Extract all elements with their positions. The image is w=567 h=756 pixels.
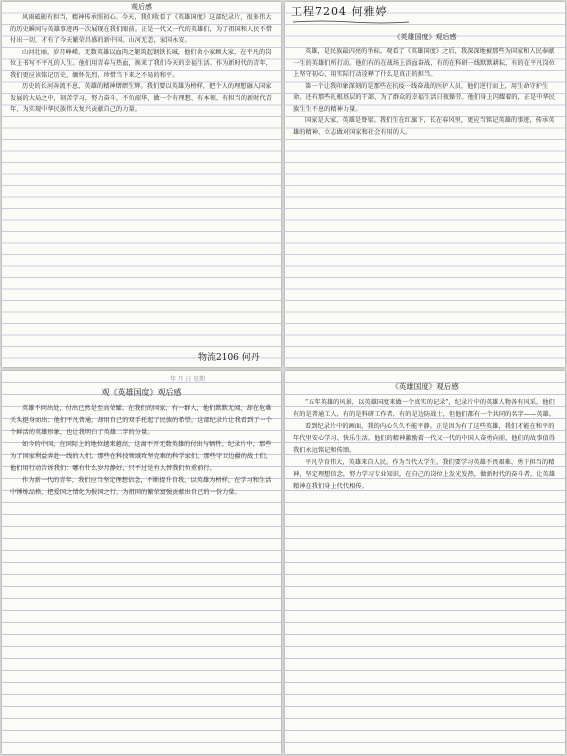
page4-paragraph: “五年英雄的风景，以英雄国度来做一个真实的记录”，纪录片中的英雄人物各有风采，他们有的是普通工人，有的是科研工作者，有的是边防战士，但他们都有一个共同的名字——英雄。 — [293, 399, 555, 418]
page3-paragraph: 英雄不问出处，付出已然是至高荣耀。在我们的国家，有一群人，他们默默无闻，却在危难关头挺身而出；他们平凡普通，却用自己的双手托起了民族的希望。这部纪录片让我看到了一个个鲜活的英雄形象，也让我明白了英雄二字的分量。 — [10, 405, 272, 436]
page1-title: 观后感 — [131, 3, 152, 11]
page3-paragraph: 如今的中国，在国际上的地位越来越高，这离不开无数英雄的付出与牺牲。纪录片中，那些为了国家利益奔赴一线的人们，那些在科技领域攻坚克难的科学家们，那些守卫边疆的战士们，他们用行动告诉我们：哪有什么岁月静好，只不过是有人替我们负重前行。 — [10, 441, 272, 472]
page2-header-name: 工程7204 何雅婷 — [291, 5, 388, 18]
page4-body — [293, 397, 557, 749]
page1-paragraph: 历史的长河奔流不息，英雄的精神熠熠生辉。我们要以英雄为榜样，把个人的理想融入国家发展的大局之中，刻苦学习，努力奋斗，不负韶华，做一个有理想、有本领、有担当的新时代青年，为实现中华民族伟大复兴贡献自己的力量。 — [10, 83, 272, 113]
page1-body — [10, 12, 273, 264]
page3-paragraph: 作为新一代的青年，我们应当坚定理想信念，不断提升自我，以英雄为榜样，在学习和生活中锤炼品格，把爱国之情化为报国之行，为祖国的繁荣富强贡献出自己的一份力量。 — [10, 477, 272, 496]
page1-paragraph: 山河壮丽，岁月峥嵘。无数英雄以血肉之躯筑起钢铁长城，他们舍小家顾大家，在平凡的岗位上书写不平凡的人生。他们用青春与热血，换来了我们今天的幸福生活。作为新时代的青年，我们更应该铭记历史，缅怀先烈，珍惜当下来之不易的和平。 — [10, 48, 272, 79]
page4-paragraph: 看到纪录片中的画面，我的内心久久不能平静。正是因为有了这些英雄，我们才能在和平的年代里安心学习、快乐生活。他们的精神激励着一代又一代的中国人奋勇向前，他们的故事值得我们永远铭记和传颂。 — [293, 423, 555, 454]
page2-paragraph: 国家是大家，英雄是脊梁。我们生在红旗下，长在春风里，更应当铭记英雄的事迹，传承英雄的精神，立志做对国家和社会有用的人。 — [293, 117, 555, 136]
page2-body — [293, 46, 557, 276]
page2-paragraph: 英雄，是民族最闪亮的坐标。观看了《英雄国度》之后，我深深地被那些为国家和人民奉献一生的英雄们所打动。他们有的在战场上浴血奋战，有的在科研一线默默耕耘，有的在平凡岗位上坚守初心，用实际行动诠释了什么是真正的担当。 — [293, 48, 555, 78]
essay-page-1 — [2, 2, 281, 367]
page4-paragraph: 平凡孕育伟大，英雄来自人民。作为当代大学生，我们要学习英雄不畏艰难、勇于担当的精神，坚定理想信念，努力学习专业知识，在自己的岗位上发光发热，做新时代的奋斗者，让英雄精神在我们身上代代相传。 — [293, 459, 555, 490]
page3-body — [10, 403, 273, 751]
page4-title: 《英雄国度》观后感 — [391, 382, 459, 391]
essay-page-2 — [285, 2, 565, 367]
page2-title: 《英雄国度》观后感 — [393, 33, 457, 41]
page1-signature: 物流2106 何丹 — [198, 353, 260, 363]
essay-page-3 — [2, 371, 281, 754]
essay-page-4 — [285, 371, 565, 754]
page3-date-line: 年 月 日 星期 — [170, 377, 206, 383]
page3-title: 观《英雄国度》观后感 — [101, 388, 182, 397]
page2-paragraph: 第一个让我印象深刻的是那些在抗疫一线奋战的医护人员，他们逆行而上，用生命守护生命。还有那些扎根基层的干部，为了群众的幸福生活日夜操劳。他们身上闪耀着的，正是中华民族生生不息的精神力量。 — [293, 82, 555, 113]
header-underline-icon — [291, 19, 411, 25]
page1-paragraph: 风雨砥砺有担当，精神传承照初心。今天，我们收看了《英雄国度》这部纪录片，很多伟大的历史瞬间与英雄事迹再一次展现在我们眼前。正是一代又一代的英雄们，为了祖国和人民不惜付出一切，才有了今天繁荣昌盛的新中国。山河无恙，家国永安。 — [10, 14, 272, 44]
